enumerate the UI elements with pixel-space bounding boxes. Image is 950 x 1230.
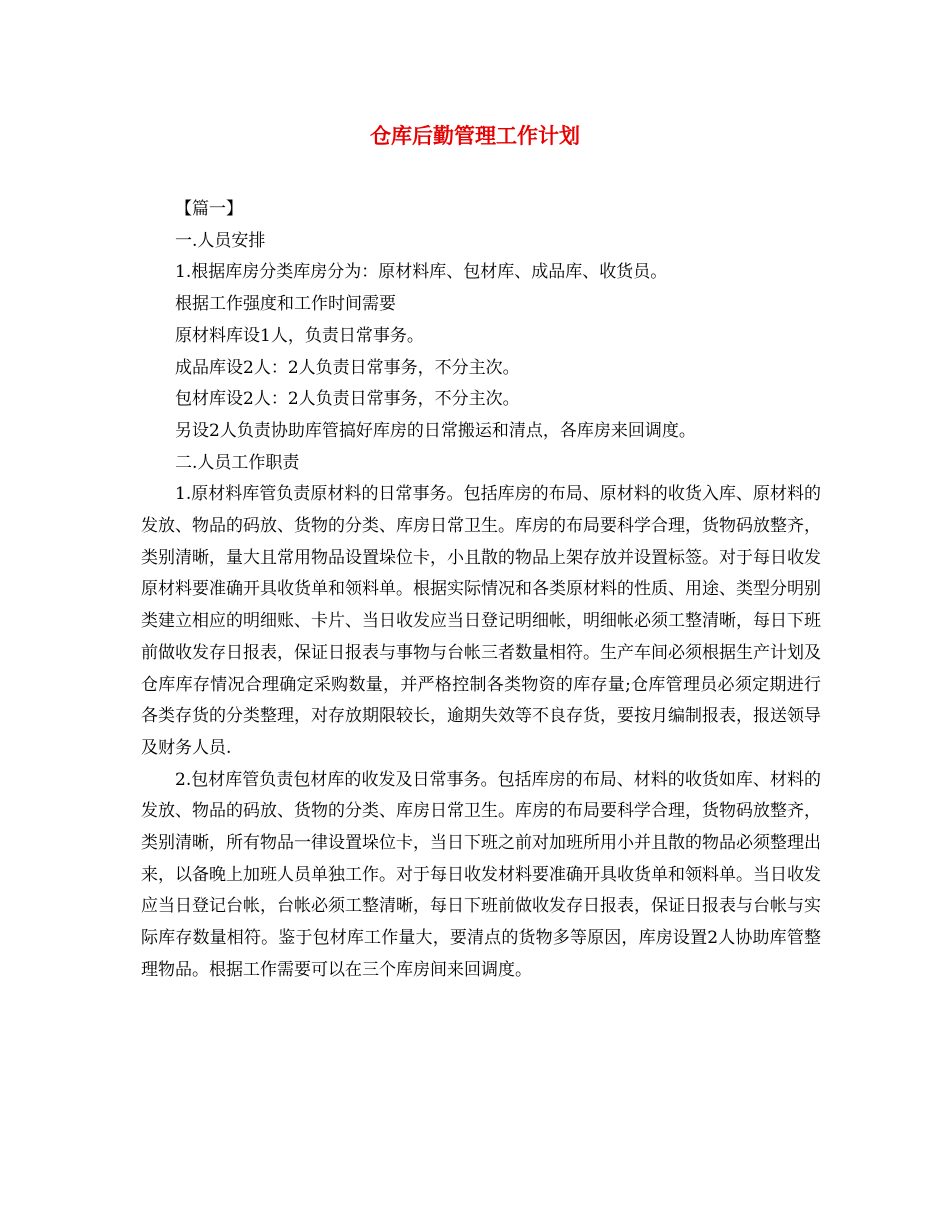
subsection-heading: 二.人员工作职责 (175, 452, 300, 473)
body-paragraph: 另设2人负责协助库管搞好库房的日常搬运和清点，各库房来回调度。 (175, 420, 696, 441)
body-paragraph: 1.根据库房分类库房分为：原材料库、包材库、成品库、收货员。 (175, 262, 668, 283)
body-paragraph: 包材库设2人：2人负责日常事务，不分主次。 (175, 389, 520, 410)
body-paragraph: 根据工作强度和工作时间需要 (175, 294, 396, 315)
body-paragraph: 1.原材料库管负责原材料的日常事务。包括库房的布局、原材料的收货入库、原材料的发放、物品的码放、货物的分类、库房日常卫生。库房的布局要科学合理，货物码放整齐，类别清晰，量大且常用物品设置垛位卡，小且散的物品上架存放并设置标签。对于每日收发原材料要准确开具收货单和领料单。根据实际情况和各类原材料的性质、用途、类型分明别类建立相应的明细账、卡片、当日收发应当日登记明细帐，明细帐必须工整清晰，每日下班前做收发存日报表，保证日报表与事物与台帐三者数量相符。生产车间必须根据生产计划及仓库库存情况合理确定采购数量，并严格控制各类物资的库存量;仓库管理员必须定期进行各类存货的分类整理，对存放期限较长，逾期失效等不良存货，要按月编制报表，报送领导及财务人员. (141, 484, 821, 758)
body-paragraph: 2.包材库管负责包材库的收发及日常事务。包括库房的布局、材料的收货如库、材料的发放、物品的码放、货物的分类、库房日常卫生。库房的布局要科学合理，货物码放整齐，类别清晰，所有物品一律设置垛位卡，当日下班之前对加班所用小并且散的物品必须整理出来，以备晚上加班人员单独工作。对于每日收发材料要准确开具收货单和领料单。当日收发应当日登记台帐，台帐必须工整清晰，每日下班前做收发存日报表，保证日报表与台帐与实际库存数量相符。鉴于包材库工作量大，要清点的货物多等原因，库房设置2人协助库管整理物品。根据工作需要可以在三个库房间来回调度。 (141, 769, 821, 980)
body-paragraph: 原材料库设1人，负责日常事务。 (175, 325, 424, 346)
document-title: 仓库后勤管理工作计划 (370, 123, 580, 148)
section-heading: 【篇一】 (175, 199, 243, 219)
subsection-heading: 一.人员安排 (175, 230, 266, 251)
document-body (141, 194, 821, 987)
body-paragraph: 成品库设2人：2人负责日常事务，不分主次。 (175, 357, 520, 378)
